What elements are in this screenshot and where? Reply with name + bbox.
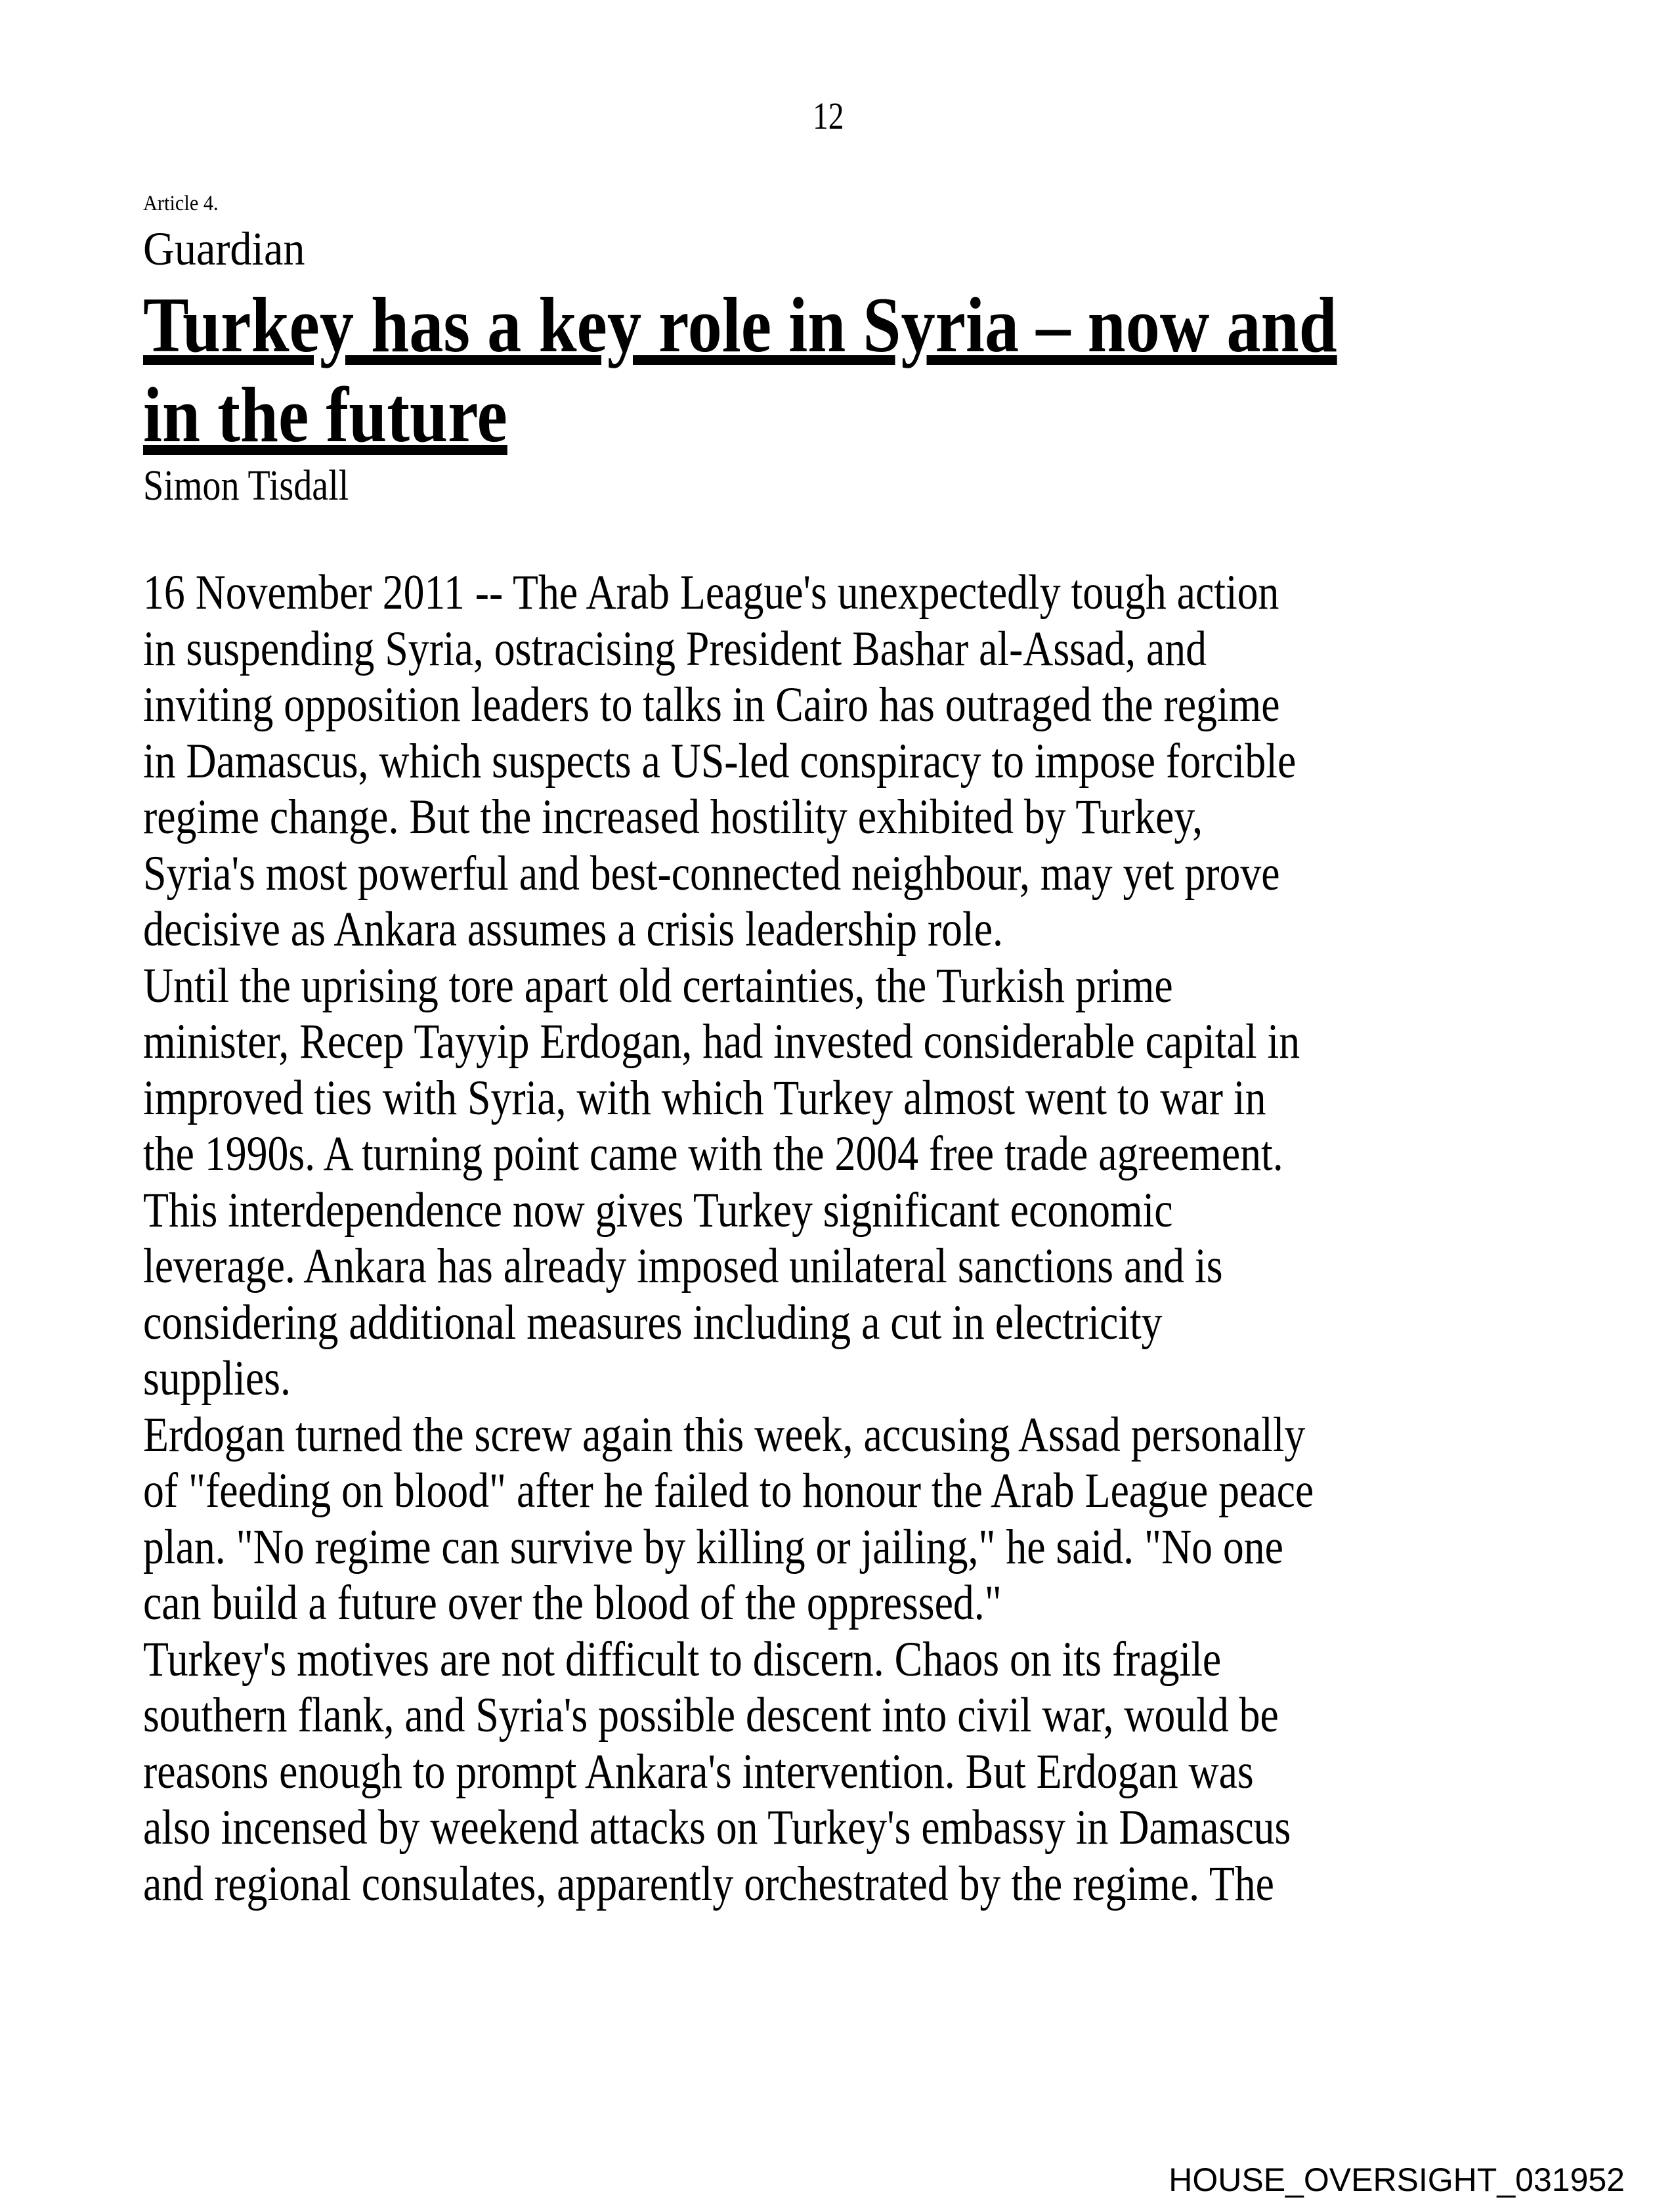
article-source: Guardian <box>143 223 305 275</box>
article-body-text: 16 November 2011 -- The Arab League's unexpectedly tough action in suspending Syria, ostracising President Bashar al-Assad, and inviting opposition leaders to talks in Cairo has outraged the regime in Damascus, which suspects a US-led conspiracy to impose forcible regime change. But the increased hostility exhibited by Turkey, Syria's most powerful and best-connected neighbour, may yet prove decisive as Ankara assumes a crisis leadership role. Until the uprising tore apart old certainties, the Turkish prime minister, Recep Tayyip Erdogan, had invested considerable capital in improved ties with Syria, with which Turkey almost went to war in the 1990s. A turning point came with the 2004 free trade agreement. This interdependence now gives Turkey significant economic leverage. Ankara has already imposed unilateral sanctions and is considering additional measures including a cut in electricity supplies. Erdogan turned the screw again this week, accusing Assad personally of "feeding on blood" after he failed to honour the Arab League peace plan. "No regime can survive by killing or jailing," he said. "No one can build a future over the blood of the oppressed." Turkey's motives are not difficult to discern. Chaos on its fragile southern flank, and Syria's possible descent into civil war, would be reasons enough to prompt Ankara's intervention. But Erdogan was also incensed by weekend attacks on Turkey's embassy in Damascus and regional consulates, apparently orchestrated by the regime. The <box>143 565 1314 1911</box>
article-byline: Simon Tisdall <box>143 462 349 510</box>
article-label: Article 4. <box>143 192 219 215</box>
page-number: 12 <box>813 95 844 137</box>
article-headline: Turkey has a key role in Syria – now and in the future <box>143 281 1337 458</box>
bates-number: HOUSE_OVERSIGHT_031952 <box>1169 2161 1625 2198</box>
